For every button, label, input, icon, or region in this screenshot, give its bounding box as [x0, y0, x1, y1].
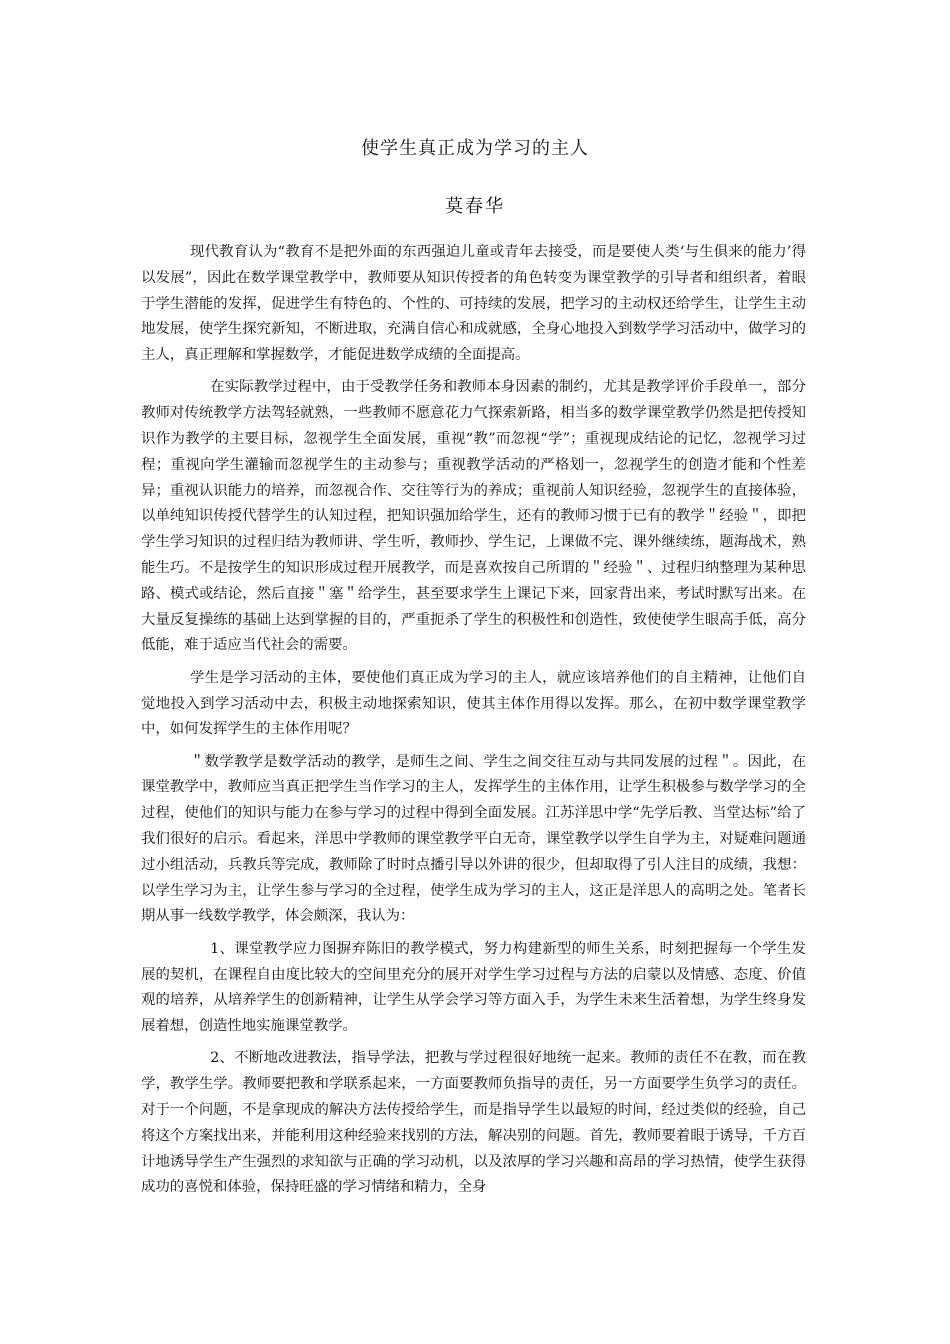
paragraph-yangsi-example: ＂数学教学是数学活动的教学，是师生之间、学生之间交往互动与共同发展的过程＂。因此，在课堂教学中，教师应当真正把学生当作学习的主人，发挥学生的主体作用，让学生积极参与数学学习的全过程，使他们的知识与能力在参与学习的过程中得到全面发展。江苏洋思中学“先学后教、当堂达标”给了我们很好的启示。看起来，洋思中学教师的课堂教学平白无奇，课堂教学以学生自学为主，对疑难问题通过小组活动，兵教兵等完成，教师除了时时点播引导以外讲的很少，但却取得了引人注目的成绩，我想：以学生学习为主，让学生参与学习的全过程，使学生成为学习的主人，这正是洋思人的高明之处。笔者长期从事一线数学教学，体会颇深，我认为：	[141, 753, 806, 925]
paragraph-intro: 现代教育认为“教育不是把外面的东西强迫儿童或青年去接受，而是要使人类‘与生俱来的能力’得以发展”，因此在数学课堂教学中，教师要从知识传授者的角色转变为课堂教学的引导者和组织者，着眼于学生潜能的发挥，促进学生有特色的、个性的、可持续的发展，把学习的主动权还给学生，让学生主动地发展，使学生探究新知，不断进取，充满自信心和成就感，全身心地投入到数学学习活动中，做学习的主人，真正理解和掌握数学，才能促进数学成绩的全面提高。	[141, 244, 806, 364]
paragraph-current-problems: 在实际教学过程中，由于受教学任务和教师本身因素的制约，尤其是教学评价手段单一，部分教师对传统教学方法驾轻就熟，一些教师不愿意花力气探索新路，相当多的数学课堂教学仍然是把传授知识作为教学的主要目标，忽视学生全面发展，重视“教”而忽视“学”；重视现成结论的记忆，忽视学习过程；重视向学生灌输而忽视学生的主动参与；重视教学活动的严格划一，忽视学生的创造才能和个性差异；重视认识能力的培养，而忽视合作、交往等行为的养成；重视前人知识经验，忽视学生的直接体验，以单纯知识传授代替学生的认知过程，把知识强加给学生，还有的教师习惯于已有的教学＂经验＂，即把学生学习知识的过程归结为教师讲、学生听，教师抄、学生记，上课做不完、课外继续练，题海战术，熟能生巧。不是按学生的知识形成过程开展教学，而是喜欢按自己所谓的＂经验＂、过程归纳整理为某种思路、模式或结论，然后直接＂塞＂给学生，甚至要求学生上课记下来，回家背出来，考试时默写出来。在大量反复操练的基础上达到掌握的目的，严重扼杀了学生的积极性和创造性，致使使学生眼高手低，高分低能，难于适应当代社会的需要。	[141, 379, 806, 654]
paragraph-point-2: 2、不断地改进教法，指导学法，把教与学过程很好地统一起来。教师的责任不在教，而在教学，教学生学。教师要把教和学联系起来，一方面要教师负指导的责任，另一方面要学生负学习的责任。对于一个问题，不是拿现成的解决方法传授给学生，而是指导学生以最短的时间，经过类似的经验，自己将这个方案找出来，并能利用这种经验来找别的方法，解决别的问题。首先，教师要着眼于诱导，千方百计地诱导学生产生强烈的求知欲与正确的学习动机，以及浓厚的学习兴趣和高昂的学习热情，使学生获得成功的喜悦和体验，保持旺盛的学习情绪和精力，全身	[141, 1050, 806, 1196]
document-author: 莫春华	[445, 196, 505, 217]
document-title: 使学生真正成为学习的主人	[361, 138, 589, 159]
paragraph-student-subject: 学生是学习活动的主体，要使他们真正成为学习的主人，就应该培养他们的自主精神，让他们自觉地投入到学习活动中去，积极主动地探索知识，使其主体作用得以发挥。那么，在初中数学课堂教学中，如何发挥学生的主体作用呢？	[141, 669, 806, 738]
paragraph-point-1: 1、课堂教学应力图摒弃陈旧的教学模式，努力构建新型的师生关系，时刻把握每一个学生发展的契机，在课程自由度比较大的空间里充分的展开对学生学习过程与方法的启蒙以及情感、态度、价值观的培养，从培养学生的创新精神，让学生从学会学习等方面入手，为学生未来生活着想，为学生终身发展着想，创造性地实施课堂教学。	[141, 940, 806, 1035]
document-body	[141, 240, 806, 1208]
